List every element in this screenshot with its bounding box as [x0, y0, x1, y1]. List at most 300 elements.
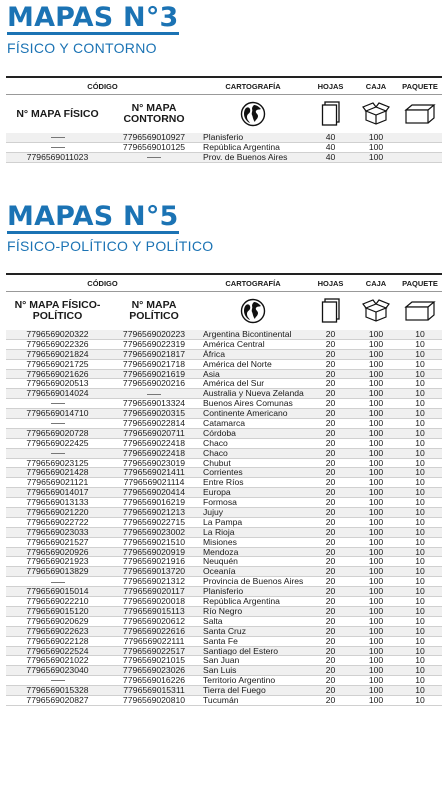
code-b-cell: 7796569021015	[122, 656, 186, 666]
section1-title: MAPAS N°3	[7, 2, 179, 33]
hojas-cell: 20	[325, 557, 336, 567]
caja-cell: 100	[368, 330, 384, 339]
globe-icon	[199, 101, 307, 127]
cartografia-cell: América del Norte	[203, 359, 272, 369]
hojas-header: HOJAS	[317, 81, 344, 91]
cartografia-cell: Catamarca	[203, 419, 246, 428]
cartografia-cell: Planisferio	[203, 133, 244, 142]
paquete-cell: 10	[415, 468, 425, 478]
hojas-cell: 20	[325, 517, 336, 527]
caja-header: CAJA	[365, 278, 387, 288]
paquete-cell: 10	[415, 597, 425, 606]
code-a-cell: 7796569023033	[26, 527, 89, 537]
table-row	[6, 647, 442, 657]
code-b-cell: 7796569020018	[122, 597, 186, 606]
cartografia-cell: San Luis	[203, 666, 237, 676]
empty-dash	[51, 582, 65, 583]
cartografia-cell: Buenos Aires Comunas	[203, 399, 293, 409]
code-b-cell: 7796569022517	[122, 646, 186, 656]
section2-subtitle: FÍSICO-POLÍTICO Y POLÍTICO	[7, 238, 214, 254]
cartografia-cell: Formosa	[203, 498, 237, 508]
cartografia-cell: Santiago del Estero	[203, 646, 279, 656]
caja-cell: 100	[368, 508, 384, 517]
cartografia-cell: Argentina Bicontinental	[203, 330, 292, 339]
box-icon	[354, 299, 398, 323]
cartografia-cell: Santa Cruz	[203, 626, 246, 636]
empty-dash	[147, 157, 161, 158]
table-row	[6, 399, 442, 409]
code-a-cell	[6, 133, 109, 142]
cartografia-cell: Misiones	[203, 537, 237, 547]
paquete-cell: 10	[415, 527, 425, 537]
paquete-cell: 10	[415, 587, 425, 597]
package-icon	[398, 301, 442, 321]
code-b-cell	[109, 389, 199, 398]
paquete-cell: 10	[415, 369, 425, 379]
paquete-cell: 10	[415, 636, 425, 646]
code-b-cell: 7796569021213	[122, 508, 186, 517]
table-row	[6, 498, 442, 508]
table-row	[6, 627, 442, 637]
cartografia-cell: Tucumán	[203, 695, 239, 705]
caja-cell: 100	[368, 676, 384, 686]
code-a-cell: 7796569021022	[26, 656, 89, 666]
caja-cell: 100	[368, 419, 384, 428]
hojas-cell: 20	[325, 359, 336, 369]
caja-cell: 100	[368, 478, 384, 488]
table-row	[6, 567, 442, 577]
code-a-cell: 7796569014710	[26, 409, 89, 419]
hojas-cell: 40	[325, 152, 336, 162]
caja-cell: 100	[368, 399, 384, 409]
table-row	[6, 508, 442, 518]
code-a-cell: 7796569022623	[26, 626, 89, 636]
icon-header-row	[6, 292, 442, 330]
paquete-cell: 10	[415, 537, 425, 547]
cartografia-cell: Entre Ríos	[203, 478, 244, 488]
codigo-header: CÓDIGO	[87, 81, 118, 91]
caja-cell: 100	[368, 656, 384, 666]
hojas-cell: 20	[325, 626, 336, 636]
caja-cell: 100	[368, 468, 384, 478]
hojas-cell: 20	[325, 636, 336, 646]
code-b-cell: 7796569020315	[122, 409, 186, 419]
caja-cell: 100	[368, 448, 384, 458]
code-b-cell: 7796569022616	[122, 626, 186, 636]
code-a-cell: 7796569021725	[26, 359, 89, 369]
cartografia-cell: Prov. de Buenos Aires	[203, 152, 288, 162]
table-row	[6, 449, 442, 459]
col2-header: N° MAPA CONTORNO	[123, 102, 185, 125]
hojas-cell: 20	[325, 448, 336, 458]
col1-header: N° MAPA FÍSICO	[16, 107, 99, 120]
code-b-cell: 7796569020414	[122, 488, 186, 498]
paquete-cell: 10	[415, 626, 425, 636]
paquete-cell: 10	[415, 428, 425, 438]
paquete-cell: 10	[415, 498, 425, 508]
code-a-cell: 7796569022210	[26, 597, 89, 606]
table-row	[6, 478, 442, 488]
code-a-cell	[6, 676, 109, 685]
code-b-cell: 7796569010125	[122, 142, 186, 152]
code-b-cell: 7796569022418	[122, 438, 186, 448]
table-row	[6, 686, 442, 696]
cartografia-cell: América del Sur	[203, 379, 265, 389]
paquete-cell: 10	[415, 488, 425, 498]
code-b-cell: 7796569013324	[122, 399, 186, 409]
table-row	[6, 607, 442, 617]
code-a-cell: 7796569020513	[26, 379, 89, 389]
paquete-cell	[398, 143, 442, 152]
code-b-cell: 7796569022319	[122, 339, 186, 349]
paquete-cell: 10	[415, 448, 425, 458]
paquete-cell: 10	[415, 389, 425, 399]
cartografia-cell: Australia y Nueva Zelanda	[203, 389, 304, 399]
hojas-cell: 20	[325, 676, 336, 686]
hojas-cell: 20	[325, 498, 336, 508]
paquete-cell: 10	[415, 379, 425, 389]
code-b-cell: 7796569010927	[122, 133, 186, 142]
cartografia-cell: La Rioja	[203, 527, 235, 537]
hojas-cell: 20	[325, 389, 336, 399]
sheets-icon	[307, 101, 354, 127]
code-a-cell: 7796569022326	[26, 339, 89, 349]
table-row	[6, 538, 442, 548]
table-row	[6, 518, 442, 528]
cartografia-cell: San Juan	[203, 656, 240, 666]
table-row	[6, 370, 442, 380]
table-row	[6, 459, 442, 469]
empty-dash	[51, 423, 65, 424]
hojas-cell: 20	[325, 339, 336, 349]
caja-cell: 100	[368, 547, 384, 557]
table-row	[6, 419, 442, 429]
cartografia-cell: África	[203, 349, 225, 359]
caja-cell: 100	[368, 587, 384, 597]
cartografia-cell: Oceanía	[203, 567, 236, 577]
hojas-cell: 40	[325, 133, 336, 142]
caja-cell: 100	[368, 349, 384, 359]
code-b-cell: 7796569022111	[123, 636, 185, 646]
cartografia-cell: Salta	[203, 616, 223, 626]
caja-cell: 100	[368, 695, 384, 705]
sheets-icon	[307, 298, 354, 324]
code-b-cell: 7796569015113	[123, 606, 185, 616]
cartografia-cell: Continente Americano	[203, 409, 288, 419]
hojas-cell: 40	[325, 142, 336, 152]
caja-cell: 100	[368, 686, 384, 695]
cartografia-cell: República Argentina	[203, 142, 280, 152]
caja-cell: 100	[368, 597, 384, 606]
table-row	[6, 656, 442, 666]
code-a-cell: 7796569015120	[26, 606, 89, 616]
code-a-cell: 7796569014024	[26, 389, 89, 399]
code-a-cell: 7796569021220	[26, 508, 89, 517]
paquete-cell: 10	[415, 676, 425, 686]
code-a-cell: 7796569020926	[26, 547, 89, 557]
code-a-cell	[6, 143, 109, 152]
code-a-cell: 7796569022524	[26, 646, 89, 656]
paquete-cell: 10	[415, 330, 425, 339]
paquete-header: PAQUETE	[402, 278, 438, 288]
paquete-cell: 10	[415, 339, 425, 349]
cartografia-cell: Chaco	[203, 438, 228, 448]
table-row	[6, 133, 442, 143]
paquete-cell: 10	[415, 508, 425, 517]
table-row	[6, 468, 442, 478]
code-a-cell: 7796569015328	[26, 686, 89, 695]
code-b-cell: 7796569020919	[122, 547, 186, 557]
hojas-cell: 20	[325, 606, 336, 616]
code-a-cell: 7796569022722	[26, 517, 89, 527]
code-b-cell: 7796569021916	[122, 557, 186, 567]
caja-cell: 100	[368, 428, 384, 438]
cartografia-cell: Río Negro	[203, 606, 243, 616]
code-a-cell	[6, 577, 109, 586]
section1-rows	[6, 133, 442, 163]
code-a-cell: 7796569023125	[26, 458, 89, 468]
paquete-cell: 10	[415, 438, 425, 448]
cartografia-cell: La Pampa	[203, 517, 243, 527]
section1-table	[6, 76, 442, 163]
hojas-cell: 20	[325, 428, 336, 438]
code-a-cell: 7796569020629	[26, 616, 89, 626]
hojas-cell: 20	[325, 646, 336, 656]
cartografia-cell: Chaco	[203, 448, 228, 458]
table-row	[6, 389, 442, 399]
hojas-header: HOJAS	[317, 278, 344, 288]
cartografia-cell: Territorio Argentino	[203, 676, 276, 686]
caja-header: CAJA	[365, 81, 387, 91]
code-b-cell: 7796569021510	[122, 537, 186, 547]
paquete-cell: 10	[415, 458, 425, 468]
table-row	[6, 528, 442, 538]
code-b-cell: 7796569023026	[122, 666, 186, 676]
cartografia-cell: Santa Fe	[203, 636, 238, 646]
hojas-cell: 20	[325, 527, 336, 537]
table-row	[6, 557, 442, 567]
caja-cell: 100	[368, 152, 384, 162]
cartografia-cell: Chubut	[203, 458, 231, 468]
table-row	[6, 587, 442, 597]
code-b-cell: 7796569020216	[122, 379, 186, 389]
hojas-cell: 20	[325, 399, 336, 409]
hojas-cell: 20	[325, 666, 336, 676]
code-b-cell: 7796569021312	[122, 577, 186, 587]
code-b-cell: 7796569022814	[122, 419, 186, 428]
caja-cell: 100	[368, 527, 384, 537]
hojas-cell: 20	[325, 349, 336, 359]
code-a-cell: 7796569020827	[26, 695, 89, 705]
caja-cell: 100	[368, 626, 384, 636]
hojas-cell: 20	[325, 438, 336, 448]
code-a-cell: 7796569022425	[26, 438, 89, 448]
code-b-cell: 7796569022715	[122, 517, 186, 527]
caja-cell: 100	[368, 666, 384, 676]
hojas-cell: 20	[325, 547, 336, 557]
hojas-cell: 20	[325, 379, 336, 389]
table-header	[6, 76, 442, 95]
paquete-header: PAQUETE	[402, 81, 438, 91]
table-row	[6, 330, 442, 340]
empty-dash	[147, 394, 161, 395]
caja-cell: 100	[368, 557, 384, 567]
hojas-cell: 20	[325, 419, 336, 428]
caja-cell: 100	[368, 606, 384, 616]
table-row	[6, 379, 442, 389]
code-b-cell	[109, 153, 199, 162]
code-b-cell: 7796569020711	[123, 428, 185, 438]
paquete-cell: 10	[415, 656, 425, 666]
code-a-cell: 7796569023040	[26, 666, 89, 676]
cartografia-cell: Córdoba	[203, 428, 236, 438]
col1-header: N° MAPA FÍSICO-POLÍTICO	[14, 299, 101, 322]
table-header	[6, 273, 442, 292]
code-b-cell: 7796569020223	[122, 330, 186, 339]
code-a-cell: 7796569020322	[26, 330, 89, 339]
hojas-cell: 20	[325, 458, 336, 468]
hojas-cell: 20	[325, 597, 336, 606]
code-a-cell	[6, 419, 109, 428]
cartografia-header: CARTOGRAFÍA	[225, 278, 281, 288]
code-b-cell: 7796569023019	[122, 458, 186, 468]
empty-dash	[51, 403, 65, 404]
code-b-cell: 7796569021114	[123, 478, 185, 488]
code-b-cell: 7796569020612	[122, 616, 186, 626]
paquete-cell: 10	[415, 419, 425, 428]
code-a-cell: 7796569021428	[26, 468, 89, 478]
code-a-cell: 7796569014017	[26, 488, 89, 498]
caja-cell: 100	[368, 567, 384, 577]
empty-dash	[51, 453, 65, 454]
hojas-cell: 20	[325, 686, 336, 695]
table-row	[6, 548, 442, 558]
hojas-cell: 20	[325, 468, 336, 478]
section2-table	[6, 273, 442, 706]
cartografia-cell: Corrientes	[203, 468, 243, 478]
paquete-cell: 10	[415, 686, 425, 695]
cartografia-cell: América Central	[203, 339, 265, 349]
paquete-cell	[398, 153, 442, 162]
code-a-cell: 7796569021923	[26, 557, 89, 567]
caja-cell: 100	[368, 458, 384, 468]
table-row	[6, 429, 442, 439]
caja-cell: 100	[368, 537, 384, 547]
cartografia-header: CARTOGRAFÍA	[225, 81, 281, 91]
hojas-cell: 20	[325, 656, 336, 666]
paquete-cell: 10	[415, 616, 425, 626]
code-a-cell: 7796569021121	[26, 478, 89, 488]
code-a-cell	[6, 399, 109, 408]
cartografia-cell: Jujuy	[203, 508, 224, 517]
cartografia-cell: República Argentina	[203, 597, 280, 606]
paquete-cell: 10	[415, 557, 425, 567]
caja-cell: 100	[368, 409, 384, 419]
code-b-cell: 7796569021718	[122, 359, 186, 369]
hojas-cell: 20	[325, 587, 336, 597]
table-row	[6, 577, 442, 587]
hojas-cell: 20	[325, 508, 336, 517]
code-b-cell: 7796569021411	[123, 468, 185, 478]
cartografia-cell: Planisferio	[203, 587, 244, 597]
code-a-cell: 7796569011023	[26, 152, 89, 162]
table-row	[6, 488, 442, 498]
code-a-cell: 7796569013829	[26, 567, 89, 577]
caja-cell: 100	[368, 379, 384, 389]
cartografia-cell: Mendoza	[203, 547, 239, 557]
col2-header: N° MAPA POLÍTICO	[129, 299, 179, 322]
paquete-cell: 10	[415, 577, 425, 587]
code-a-cell: 7796569020728	[26, 428, 89, 438]
hojas-cell: 20	[325, 369, 336, 379]
codigo-header: CÓDIGO	[87, 278, 118, 288]
section2-title: MAPAS N°5	[7, 201, 179, 232]
paquete-cell: 10	[415, 695, 425, 705]
code-b-cell: 7796569016226	[122, 676, 186, 686]
paquete-cell: 10	[415, 547, 425, 557]
caja-cell: 100	[368, 369, 384, 379]
code-b-cell: 7796569021817	[122, 349, 186, 359]
paquete-cell: 10	[415, 666, 425, 676]
caja-cell: 100	[368, 616, 384, 626]
caja-cell: 100	[368, 359, 384, 369]
hojas-cell: 20	[325, 567, 336, 577]
section2-rows	[6, 330, 442, 706]
caja-cell: 100	[368, 142, 384, 152]
paquete-cell: 10	[415, 646, 425, 656]
code-a-cell	[6, 449, 109, 458]
caja-cell: 100	[368, 636, 384, 646]
paquete-cell: 10	[415, 409, 425, 419]
code-b-cell: 7796569015311	[123, 686, 185, 695]
table-row	[6, 439, 442, 449]
table-row	[6, 637, 442, 647]
table-row	[6, 696, 442, 706]
paquete-cell: 10	[415, 359, 425, 369]
hojas-cell: 20	[325, 478, 336, 488]
cartografia-cell: Tierra del Fuego	[203, 686, 266, 695]
code-b-cell: 7796569022418	[122, 448, 186, 458]
table-row	[6, 597, 442, 607]
cartografia-cell: Provincia de Buenos Aires	[203, 577, 304, 587]
code-b-cell: 7796569016219	[122, 498, 186, 508]
table-row	[6, 617, 442, 627]
table-row	[6, 153, 442, 163]
table-row	[6, 350, 442, 360]
caja-cell: 100	[368, 488, 384, 498]
caja-cell: 100	[368, 133, 384, 142]
table-row	[6, 676, 442, 686]
code-a-cell: 7796569021626	[26, 369, 89, 379]
hojas-cell: 20	[325, 695, 336, 705]
caja-cell: 100	[368, 339, 384, 349]
table-row	[6, 666, 442, 676]
cartografia-cell: Neuquén	[203, 557, 238, 567]
table-row	[6, 360, 442, 370]
paquete-cell: 10	[415, 567, 425, 577]
paquete-cell: 10	[415, 349, 425, 359]
hojas-cell: 20	[325, 488, 336, 498]
cartografia-cell: Europa	[203, 488, 231, 498]
paquete-cell: 10	[415, 606, 425, 616]
box-icon	[354, 102, 398, 126]
caja-cell: 100	[368, 389, 384, 399]
caja-cell: 100	[368, 646, 384, 656]
icon-header-row	[6, 95, 442, 133]
code-a-cell: 7796569015014	[26, 587, 89, 597]
section1-subtitle: FÍSICO Y CONTORNO	[7, 40, 157, 56]
code-b-cell: 7796569020117	[123, 587, 185, 597]
